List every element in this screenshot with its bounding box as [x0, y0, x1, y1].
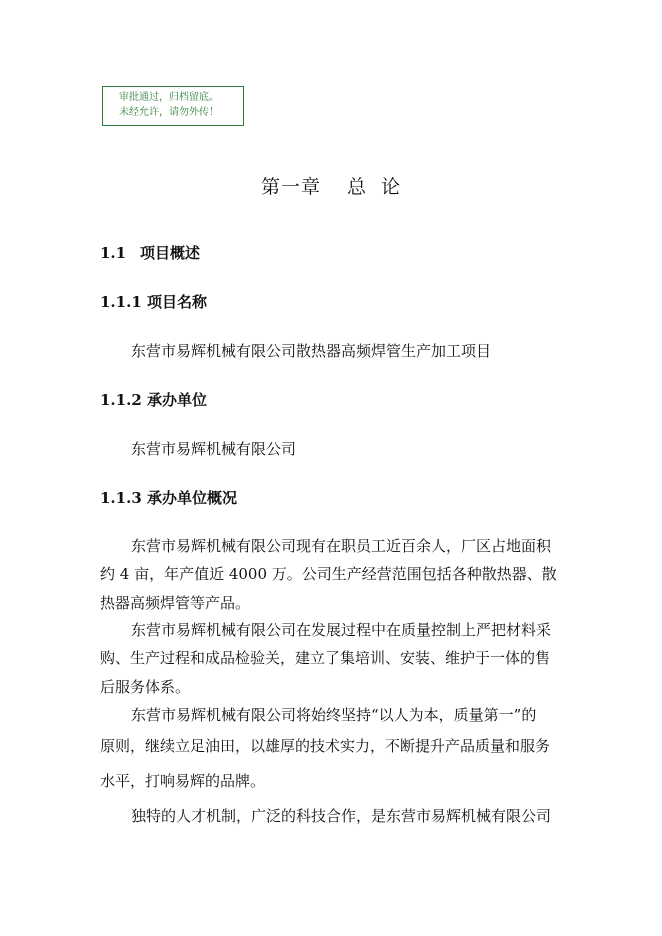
section-number: 1.1.2	[100, 391, 142, 409]
organizer-text: 东营市易辉机械有限公司	[131, 440, 297, 458]
section-title: 承办单位	[147, 391, 208, 409]
section-heading-1-1	[100, 242, 200, 263]
paragraph-line: 东营市易辉机械有限公司现有在职员工近百余人，厂区占地面积	[131, 537, 552, 555]
paragraph-line: 购、生产过程和成品检验关，建立了集培训、安装、维护于一体的售	[100, 649, 551, 667]
paragraph-line: 东营市易辉机械有限公司将始终坚持“以人为本，质量第一”的	[131, 706, 537, 724]
section-heading-1-1-2	[100, 389, 207, 410]
paragraph-line: 独特的人才机制，广泛的科技合作，是东营市易辉机械有限公司	[131, 807, 552, 825]
paragraph-line: 热器高频焊管等产品。	[100, 594, 251, 612]
project-name-text: 东营市易辉机械有限公司散热器高频焊管生产加工项目	[131, 342, 492, 360]
section-heading-1-1-3	[100, 487, 237, 508]
paragraph-line: 原则，继续立足油田，以雄厚的技术实力，不断提升产品质量和服务	[100, 737, 551, 755]
paragraph-line: 后服务体系。	[100, 678, 191, 696]
chapter-title	[0, 172, 662, 199]
section-title: 承办单位概况	[147, 489, 238, 507]
stamp-line-1: 审批通过，归档留底。	[119, 92, 219, 103]
paragraph-line: 东营市易辉机械有限公司在发展过程中在质量控制上严把材料采	[131, 621, 552, 639]
approval-stamp	[102, 86, 244, 126]
section-title: 项目名称	[147, 293, 208, 311]
stamp-line-2: 未经允许，请勿外传！	[119, 107, 219, 118]
paragraph-line: 水平，打响易辉的品牌。	[100, 772, 266, 790]
section-number: 1.1.3	[100, 489, 142, 507]
chapter-name: 总 论	[346, 176, 402, 198]
chapter-label: 第一章	[260, 176, 321, 198]
section-number: 1.1.1	[100, 293, 142, 311]
section-heading-1-1-1	[100, 291, 207, 312]
section-title: 项目概述	[140, 244, 201, 262]
section-number: 1.1	[100, 244, 127, 262]
paragraph-line: 约 4 亩，年产值近 4000 万。公司生产经营范围包括各种散热器、散	[100, 565, 557, 583]
